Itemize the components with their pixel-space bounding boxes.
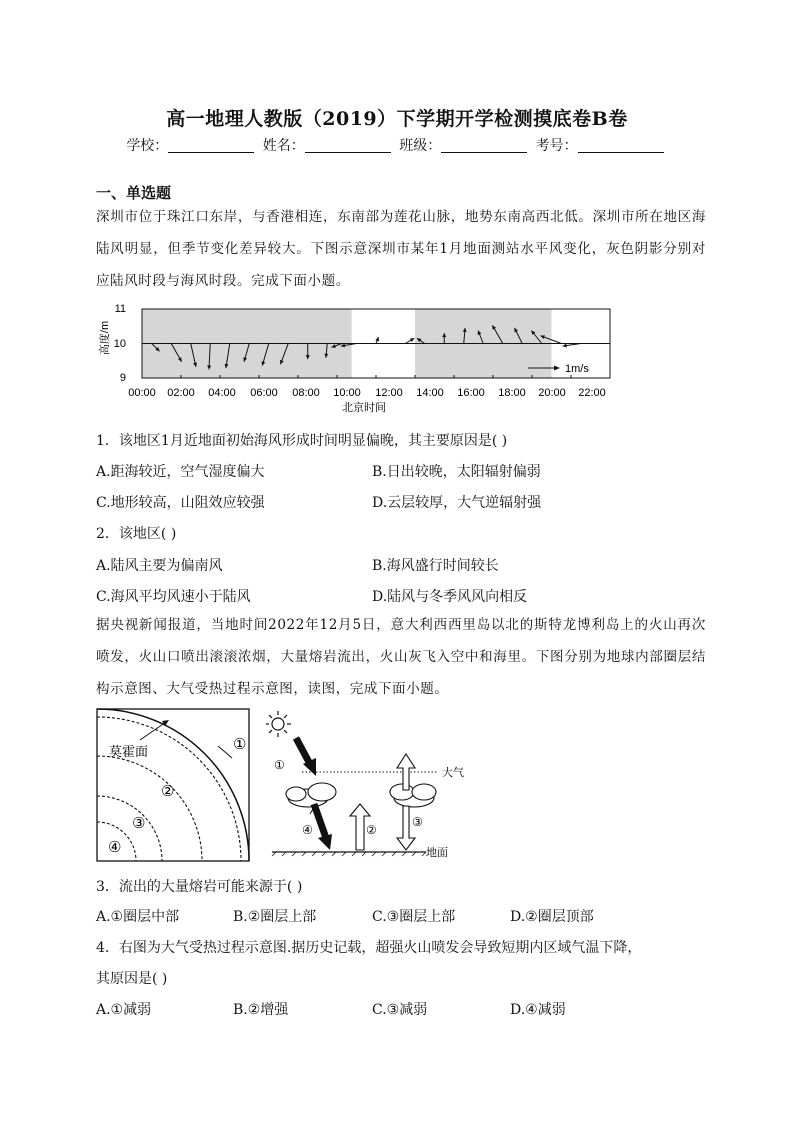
moho-label: 莫霍面 [109, 745, 149, 760]
x-tick-0800: 08:00 [292, 387, 320, 399]
q4-option-a[interactable]: A.①减弱 [96, 1002, 152, 1018]
scale-label: 1m/s [565, 363, 589, 375]
q4-stem-line-1: 4．右图为大气受热过程示意图.据历史记载，超强火山喷发会导致短期内区域气温下降， [96, 940, 642, 956]
passage-1: 深圳市位于珠江口东岸，与香港相连，东南部为莲花山脉，地势东南高西北低。深圳市所在地区海陆风明显，但季节变化差异较大。下图示意深圳市某年1月地面测站水平风变化，灰色阴影分别对应陆风时段与海风时段。完成下面小题。 [96, 209, 706, 289]
q3-option-a[interactable]: A.①圈层中部 [96, 909, 180, 925]
cloud-right-icon [390, 784, 436, 807]
class-blank[interactable] [441, 138, 527, 153]
earth-layers-figure [96, 708, 252, 864]
q4-option-b[interactable]: B.②增强 [233, 1002, 289, 1018]
section-heading: 一、单选题 [96, 184, 172, 202]
scale-arrow-head [554, 366, 560, 371]
exam-no-blank[interactable] [578, 138, 664, 153]
arrow-3-label: ③ [412, 815, 423, 829]
atmosphere-heating-figure [266, 706, 466, 862]
wind-vector-chart [96, 296, 616, 418]
arrow-1-shaft [296, 738, 310, 764]
layer-1-label: ① [233, 735, 247, 753]
y-tick-11: 11 [114, 303, 126, 315]
q1-option-c[interactable]: C.地形较高，山阻效应较强 [96, 495, 265, 511]
x-tick-2200: 22:00 [578, 387, 606, 399]
q2-option-a[interactable]: A.陆风主要为偏南风 [96, 558, 223, 574]
y-tick-9: 9 [119, 372, 126, 384]
student-info-line [0, 135, 794, 155]
layer-1-pointer [218, 746, 232, 758]
layer-2-label: ② [161, 782, 175, 800]
name-blank[interactable] [305, 138, 391, 153]
arrow-4-head [318, 834, 332, 850]
q1-option-b[interactable]: B.日出较晚，太阳辐射偏弱 [372, 464, 541, 480]
moho-pointer-head [162, 720, 169, 726]
q1-option-a[interactable]: A.距海较近，空气湿度偏大 [96, 464, 265, 480]
passage-2: 据央视新闻报道，当地时间2022年12月5日，意大利西西里岛以北的斯特龙博利岛上的火山再次喷发，火山口喷出滚滚浓烟，大量熔岩流出，火山灰飞入空中和海里。下图分别为地球内部圈层结构示意图、大气受热过程示意图，读图，完成下面小题。 [96, 617, 706, 697]
school-blank[interactable] [168, 138, 254, 153]
q3-stem: 3．流出的大量熔岩可能来源于( ) [96, 879, 303, 895]
q2-option-d[interactable]: D.陆风与冬季风风向相反 [372, 589, 528, 605]
ground-label: 地面 [426, 847, 448, 859]
chart-y-label: 高度/m [99, 320, 111, 356]
sun-icon [266, 711, 291, 737]
x-tick-0000: 00:00 [128, 387, 156, 399]
arrow-2-label: ② [366, 823, 377, 837]
x-tick-0600: 06:00 [250, 387, 278, 399]
q4-stem-line-2: 其原因是( ) [96, 971, 168, 987]
q4-option-d[interactable]: D.④减弱 [510, 1002, 566, 1018]
school-label: 学校： [126, 138, 169, 154]
chart-x-label: 北京时间 [342, 402, 386, 414]
q3-option-c[interactable]: C.③圈层上部 [372, 909, 456, 925]
x-tick-1400: 14:00 [416, 387, 444, 399]
layer-3-label: ③ [132, 814, 146, 832]
x-tick-1200: 12:00 [375, 387, 403, 399]
x-tick-1800: 18:00 [498, 387, 526, 399]
arrow-1-label: ① [274, 758, 285, 772]
q1-stem: 1．该地区1月近地面初始海风形成时间明显偏晚，其主要原因是( ) [96, 433, 508, 449]
arrow-4-shaft [314, 804, 326, 838]
q3-option-b[interactable]: B.②圈层上部 [233, 909, 317, 925]
q3-option-d[interactable]: D.②圈层顶部 [510, 909, 594, 925]
name-label: 姓名： [262, 138, 305, 154]
y-tick-10: 10 [113, 338, 126, 350]
q2-stem: 2．该地区( ) [96, 526, 177, 542]
arrow-4-label: ④ [302, 823, 313, 837]
x-tick-2000: 20:00 [538, 387, 566, 399]
x-tick-1000: 10:00 [333, 387, 361, 399]
q4-option-c[interactable]: C.③减弱 [372, 1002, 428, 1018]
q2-option-b[interactable]: B.海风盛行时间较长 [372, 558, 499, 574]
layer-3-boundary [97, 796, 162, 861]
page-title: 高一地理人教版（2019）下学期开学检测摸底卷B卷 [166, 108, 628, 130]
exam-no-label: 考号： [535, 138, 578, 154]
x-tick-1600: 16:00 [457, 387, 485, 399]
layer-4-label: ④ [108, 838, 122, 856]
q2-option-c[interactable]: C.海风平均风速小于陆风 [96, 589, 251, 605]
class-label: 班级： [399, 138, 442, 154]
x-tick-0400: 04:00 [208, 387, 236, 399]
cloud-left-icon [286, 783, 336, 807]
atmosphere-label: 大气 [442, 767, 464, 779]
x-tick-0200: 02:00 [167, 387, 195, 399]
q1-option-d[interactable]: D.云层较厚，大气逆辐射强 [372, 495, 542, 511]
